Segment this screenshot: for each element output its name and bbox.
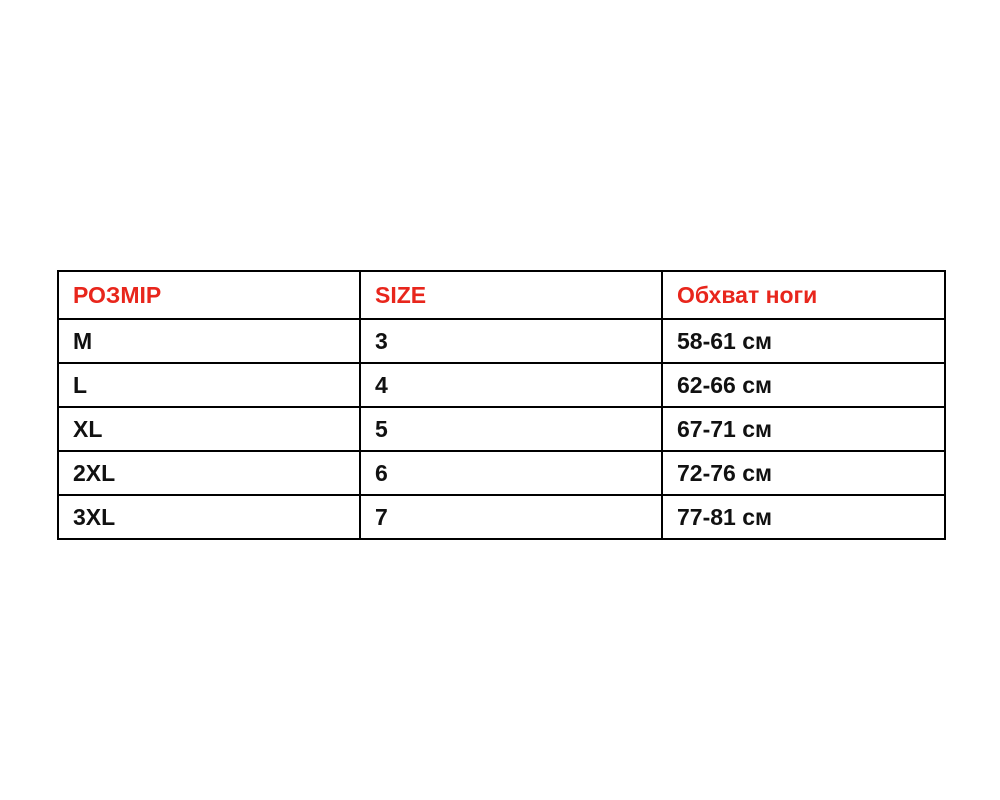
cell-leg-circumference: 72-76 см (662, 451, 945, 495)
table-row (58, 451, 945, 495)
table-row (58, 363, 945, 407)
cell-leg-circumference: 67-71 см (662, 407, 945, 451)
table-header (58, 271, 945, 319)
size-chart-container (57, 270, 944, 540)
table-row (58, 319, 945, 363)
cell-size-intl: 7 (360, 495, 662, 539)
cell-leg-circumference: 62-66 см (662, 363, 945, 407)
cell-size-ua: XL (58, 407, 360, 451)
cell-size-intl: 4 (360, 363, 662, 407)
cell-size-ua: L (58, 363, 360, 407)
cell-size-ua: M (58, 319, 360, 363)
cell-size-ua: 3XL (58, 495, 360, 539)
table-header-row (58, 271, 945, 319)
cell-size-intl: 3 (360, 319, 662, 363)
column-header-size-ua: РОЗМІР (58, 271, 360, 319)
cell-size-ua: 2XL (58, 451, 360, 495)
table-body (58, 319, 945, 539)
cell-size-intl: 5 (360, 407, 662, 451)
column-header-size-intl: SIZE (360, 271, 662, 319)
cell-leg-circumference: 58-61 см (662, 319, 945, 363)
table-row (58, 495, 945, 539)
column-header-leg-circumference: Обхват ноги (662, 271, 945, 319)
size-chart-table (57, 270, 946, 540)
table-row (58, 407, 945, 451)
cell-size-intl: 6 (360, 451, 662, 495)
cell-leg-circumference: 77-81 см (662, 495, 945, 539)
